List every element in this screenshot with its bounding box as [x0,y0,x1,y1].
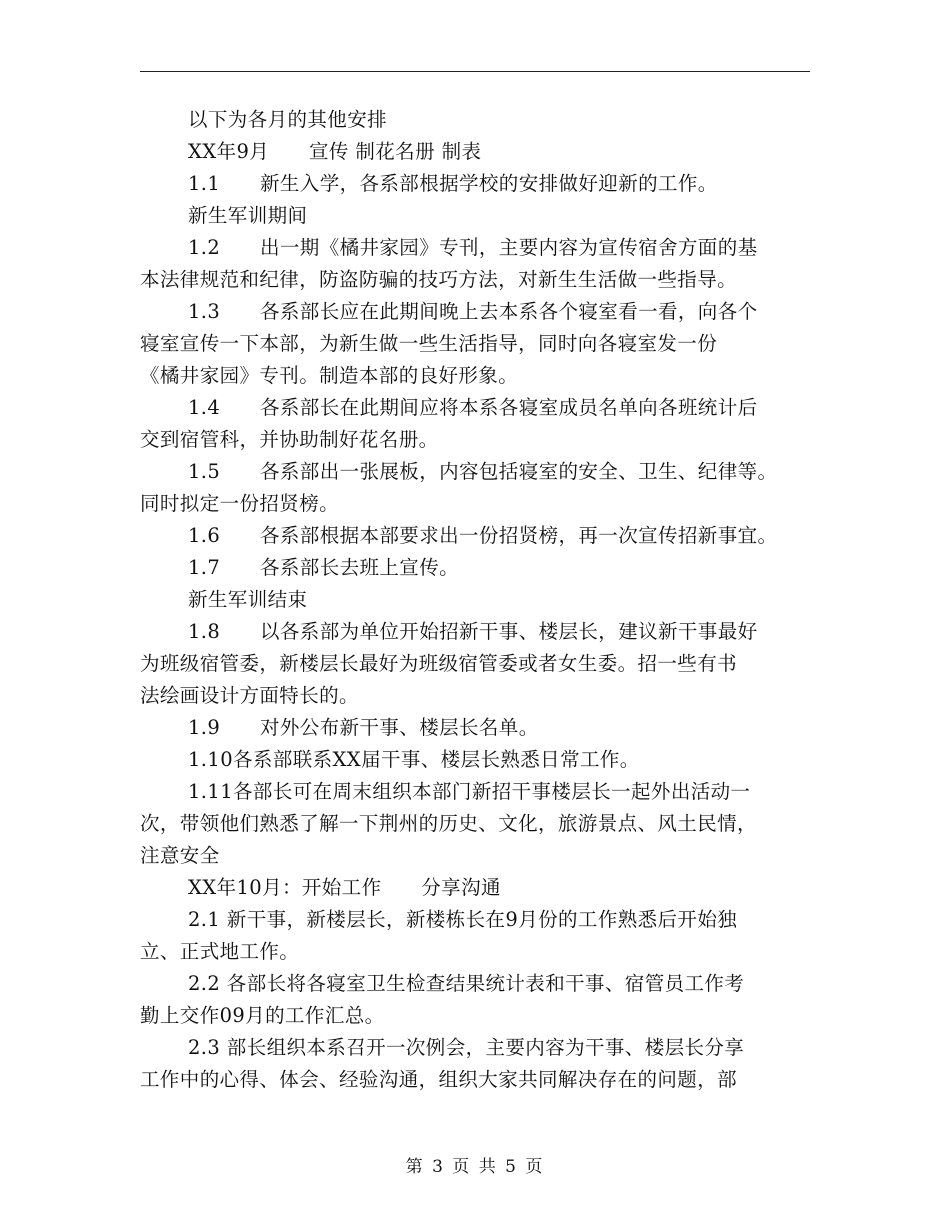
paragraph-line: 1.9 对外公布新干事、楼层长名单。 [188,716,539,739]
paragraph-line: 法绘画设计方面特长的。 [140,684,359,707]
paragraph-line: 工作中的心得、体会、经验沟通，组织大家共同解决存在的问题，部 [140,1068,738,1091]
paragraph-line: 1.3 各系部长应在此期间晚上去本系各个寝室看一看，向各个 [188,300,758,323]
paragraph-line: 立、正式地工作。 [140,940,300,963]
paragraph-line: 本法律规范和纪律，防盗防骗的技巧方法，对新生生活做一些指导。 [140,268,738,291]
paragraph-line: 1.2 出一期《橘井家园》专刊，主要内容为宣传宿舍方面的基 [188,236,758,259]
paragraph-line: 寝室宣传一下本部，为新生做一些生活指导，同时向各寝室发一份 [140,332,718,355]
paragraph-line: 1.4 各系部长在此期间应将本系各寝室成员名单向各班统计后 [188,396,758,419]
paragraph-line: 1.5 各系部出一张展板，内容包括寝室的安全、卫生、纪律等。 [188,460,778,483]
paragraph-line: 1.7 各系部长去班上宣传。 [188,556,460,579]
paragraph-line: 为班级宿管委，新楼层长最好为班级宿管委或者女生委。招一些有书 [140,652,738,675]
paragraph-line: 《橘井家园》专刊。制造本部的良好形象。 [140,364,519,387]
paragraph-line: 同时拟定一份招贤榜。 [140,492,340,515]
paragraph-line: 注意安全 [140,844,220,867]
paragraph-line: 勤上交作09月的工作汇总。 [140,1004,385,1027]
paragraph-line: 次，带领他们熟悉了解一下荆州的历史、文化，旅游景点、风土民情， [140,812,757,835]
page-number-footer: 第 3 页 共 5 页 [405,1157,545,1177]
paragraph-line: 1.1 新生入学，各系部根据学校的安排做好迎新的工作。 [188,172,718,195]
header-rule [140,71,810,72]
paragraph-line: 1.11各部长可在周末组织本部门新招干事楼层长一起外出活动一 [188,780,751,803]
paragraph-line: 新生军训结束 [188,588,308,611]
paragraph-line: 1.8 以各系部为单位开始招新干事、楼层长，建议新干事最好 [188,620,758,643]
paragraph-line: 交到宿管科，并协助制好花名册。 [140,428,439,451]
paragraph-line: 新生军训期间 [188,204,308,227]
paragraph-line: 1.10各系部联系XX届干事、楼层长熟悉日常工作。 [188,748,640,771]
paragraph-line: 2.3 部长组织本系召开一次例会，主要内容为干事、楼层长分享 [188,1036,745,1059]
paragraph-line: 1.6 各系部根据本部要求出一份招贤榜，再一次宣传招新事宜。 [188,524,778,547]
paragraph-line: 2.2 各部长将各寝室卫生检查结果统计表和干事、宿管员工作考 [188,972,745,995]
paragraph-line: XX年10月：开始工作 分享沟通 [188,876,501,899]
paragraph-line: 以下为各月的其他安排 [188,108,388,131]
paragraph-line: XX年9月 宣传 制花名册 制表 [188,140,482,163]
paragraph-line: 2.1 新干事，新楼层长，新楼栋长在9月份的工作熟悉后开始独 [188,908,738,931]
